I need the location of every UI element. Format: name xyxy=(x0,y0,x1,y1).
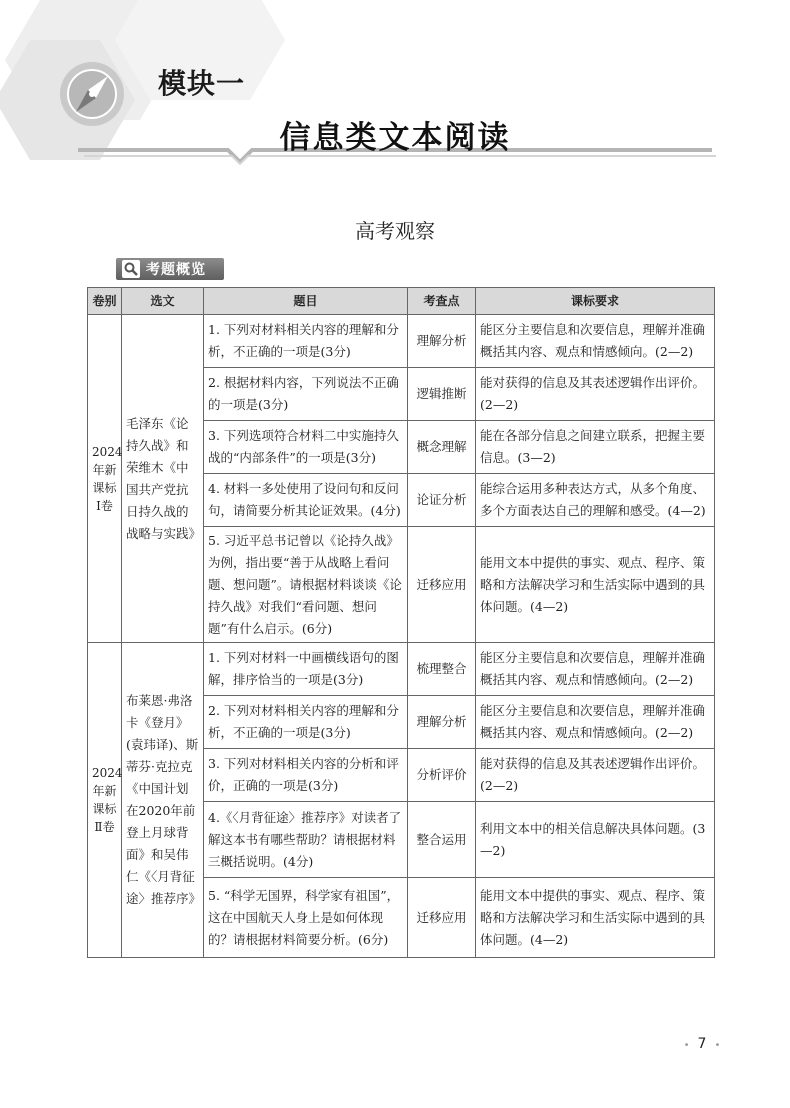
header-point: 考查点 xyxy=(408,288,476,315)
table-row xyxy=(88,643,715,696)
header-source: 选文 xyxy=(122,288,204,315)
page-number xyxy=(672,1036,732,1052)
req-cell: 能在各部分信息之间建立联系，把握主要信息。(3—2) xyxy=(476,421,715,474)
search-icon xyxy=(122,260,140,278)
question-cell: 4.《〈月背征途〉推荐序》对读者了解这本书有哪些帮助？请根据材料三概括说明。(4分) xyxy=(204,802,408,878)
question-cell: 3. 下列选项符合材料二中实施持久战的“内部条件”的一项是(3分) xyxy=(204,421,408,474)
source-cell: 毛泽东《论持久战》和荣维木《中国共产党抗日持久战的战略与实践》 xyxy=(122,315,204,643)
point-cell: 理解分析 xyxy=(408,315,476,368)
req-cell: 能对获得的信息及其表述逻辑作出评价。(2—2) xyxy=(476,368,715,421)
point-cell: 理解分析 xyxy=(408,696,476,749)
section-title: 高考观察 xyxy=(355,219,435,243)
page-title: 信息类文本阅读 xyxy=(279,120,511,156)
req-cell: 能用文本中提供的事实、观点、程序、策略和方法解决学习和生活实际中遇到的具体问题。(4—2) xyxy=(476,527,715,643)
point-cell: 迁移应用 xyxy=(408,878,476,958)
question-cell: 1. 下列对材料相关内容的理解和分析，不正确的一项是(3分) xyxy=(204,315,408,368)
question-cell: 4. 材料一多处使用了设问句和反问句，请简要分析其论证效果。(4分) xyxy=(204,474,408,527)
juan-cell: 2024年新课标Ⅱ卷 xyxy=(88,643,122,958)
req-cell: 能区分主要信息和次要信息，理解并准确概括其内容、观点和情感倾向。(2—2) xyxy=(476,643,715,696)
req-cell: 能区分主要信息和次要信息，理解并准确概括其内容、观点和情感倾向。(2—2) xyxy=(476,696,715,749)
page-number-value: 7 xyxy=(697,1036,707,1052)
header-decoration xyxy=(0,0,790,200)
juan-cell: 2024年新课标Ⅰ卷 xyxy=(88,315,122,643)
point-cell: 概念理解 xyxy=(408,421,476,474)
question-cell: 3. 下列对材料相关内容的分析和评价，正确的一项是(3分) xyxy=(204,749,408,802)
header-underline xyxy=(84,156,716,164)
table-header-row xyxy=(88,288,715,315)
point-cell: 迁移应用 xyxy=(408,527,476,643)
req-cell: 能综合运用多种表达方式，从多个角度、多个方面表达自己的理解和感受。(4—2) xyxy=(476,474,715,527)
exam-table xyxy=(87,287,715,958)
module-label: 模块一 xyxy=(158,67,246,100)
dot-icon: • xyxy=(714,1040,721,1051)
question-cell: 2. 根据材料内容，下列说法不正确的一项是(3分) xyxy=(204,368,408,421)
question-cell: 1. 下列对材料一中画横线语句的图解，排序恰当的一项是(3分) xyxy=(204,643,408,696)
question-cell: 5. 习近平总书记曾以《论持久战》为例，指出要“善于从战略上看问题、想问题”。请根据材料谈谈《论持久战》对我们“看问题、想问题”有什么启示。(6分) xyxy=(204,527,408,643)
point-cell: 分析评价 xyxy=(408,749,476,802)
point-cell: 整合运用 xyxy=(408,802,476,878)
header-juan: 卷别 xyxy=(88,288,122,315)
req-cell: 能区分主要信息和次要信息，理解并准确概括其内容、观点和情感倾向。(2—2) xyxy=(476,315,715,368)
req-cell: 利用文本中的相关信息解决具体问题。(3—2) xyxy=(476,802,715,878)
point-cell: 逻辑推断 xyxy=(408,368,476,421)
req-cell: 能对获得的信息及其表述逻辑作出评价。(2—2) xyxy=(476,749,715,802)
question-cell: 5. “科学无国界，科学家有祖国”，这在中国航天人身上是如何体现的？请根据材料简要分析。(6分) xyxy=(204,878,408,958)
overview-tag-label: 考题概览 xyxy=(146,262,206,278)
header-req: 课标要求 xyxy=(476,288,715,315)
overview-tag xyxy=(116,258,224,280)
source-cell: 布莱恩·弗洛卡《登月》(袁玮译)、斯蒂芬·克拉克《中国计划在2020年前登上月球背面》和吴伟仁《〈月背征途〉推荐序》 xyxy=(122,643,204,958)
table-row xyxy=(88,315,715,368)
question-cell: 2. 下列对材料相关内容的理解和分析，不正确的一项是(3分) xyxy=(204,696,408,749)
header-question: 题目 xyxy=(204,288,408,315)
point-cell: 梳理整合 xyxy=(408,643,476,696)
req-cell: 能用文本中提供的事实、观点、程序、策略和方法解决学习和生活实际中遇到的具体问题。(4—2) xyxy=(476,878,715,958)
point-cell: 论证分析 xyxy=(408,474,476,527)
dot-icon: • xyxy=(683,1040,690,1051)
